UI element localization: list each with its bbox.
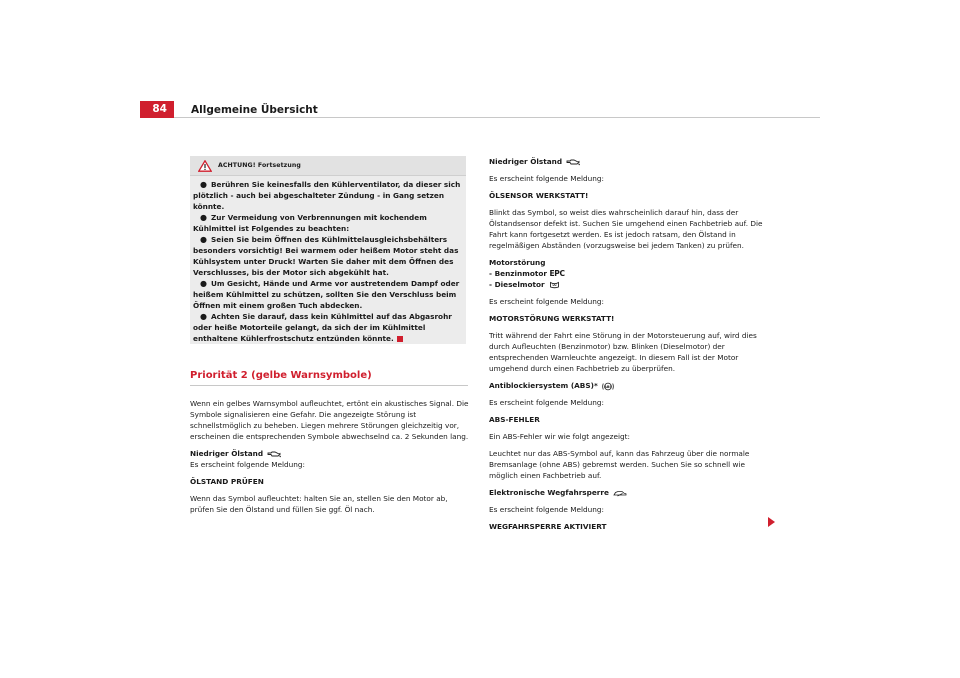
glow-plug-icon [549, 281, 560, 289]
warning-item: ● Berühren Sie keinesfalls den Kühlerventilator, da dieser sich plötzlich - auch bei abgeschalteter Zündung - in Gang setzen könnte. [193, 180, 461, 211]
warning-list [190, 176, 466, 344]
section-heading: Priorität 2 (gelbe Warnsymbole) [190, 369, 468, 386]
warning-item: ● Seien Sie beim Öffnen des Kühlmittelausgleichsbehälters besonders vorsichtig! Bei warmem oder heißem Motor steht das Kühlsystem unter Druck! Warten Sie daher mit dem Öffnen des Verschlusses, bis der Motor sich abgekühlt hat. [193, 235, 459, 277]
body-text: Wenn das Symbol aufleuchtet: halten Sie an, stellen Sie den Motor ab, prüfen Sie den Ölstand und füllen Sie ggf. Öl nach. [190, 494, 448, 514]
page-title: Allgemeine Übersicht [191, 104, 318, 116]
warning-item: ● Um Gesicht, Hände und Arme vor austretendem Dampf oder heißem Kühlmittel zu schützen, sollten Sie den Verschluss beim Öffnen mit einem großen Tuch abdecken. [193, 279, 460, 310]
warning-title: ACHTUNG! Fortsetzung [218, 162, 301, 169]
oil-sensor-heading: Niedriger Ölstand [489, 156, 774, 167]
warning-item: ● Achten Sie darauf, dass kein Kühlmittel auf das Abgasrohr oder heiße Motorteile gelangt, da sich der im Kühlmittel enthaltene Kühlerfrostschutz entzünden könnte. [193, 312, 452, 343]
end-of-section-mark [397, 336, 403, 342]
car-key-icon [613, 490, 627, 497]
intro-text: Wenn ein gelbes Warnsymbol aufleuchtet, ertönt ein akustisches Signal. Die Symbole signalisieren eine Gefahr. Die angezeigte Störung ist schnellstmöglich zu beheben. Liegen mehrere Störungen gleichzeitig vor, erscheinen die entsprechenden Symbole abwechselnd ca. 2 Sekunden lang. [190, 399, 469, 441]
abs-heading: Antiblockiersystem (ABS)* ABS [489, 380, 774, 391]
body-text: Leuchtet nur das ABS-Symbol auf, kann das Fahrzeug über die normale Bremsanlage (ohne ABS) gebremst werden. Suchen Sie so schnell wie möglich einen Fachbetrieb auf. [489, 449, 750, 480]
svg-text:ABS: ABS [604, 384, 612, 389]
message-text: WEGFAHRSPERRE AKTIVIERT [489, 522, 607, 531]
message-intro: Es erscheint folgende Meldung: [489, 398, 605, 407]
petrol-engine-label: - Benzinmotor EPC [489, 269, 565, 278]
oil-level-heading: Niedriger Ölstand [190, 448, 470, 459]
diesel-engine-label: - Dieselmotor [489, 279, 774, 290]
continue-arrow-icon [768, 517, 775, 527]
message-intro: Es erscheint folgende Meldung: [489, 505, 605, 514]
message-text: ÖLSTAND PRÜFEN [190, 477, 264, 486]
engine-fault-heading: Motorstörung [489, 258, 546, 267]
message-text: ABS-FEHLER [489, 415, 540, 424]
body-text: Ein ABS-Fehler wir wie folgt angezeigt: [489, 432, 630, 441]
warning-item: ● Zur Vermeidung von Verbrennungen mit kochendem Kühlmittel ist Folgendes zu beachten: [193, 213, 427, 233]
message-intro: Es erscheint folgende Meldung: [190, 460, 306, 469]
warning-box [190, 156, 466, 344]
message-intro: Es erscheint folgende Meldung: [489, 174, 605, 183]
warning-header [190, 156, 466, 176]
page-number: 84 [140, 101, 174, 118]
message-text: ÖLSENSOR WERKSTATT! [489, 191, 589, 200]
body-text: Tritt während der Fahrt eine Störung in der Motorsteuerung auf, wird dies durch Aufleuchten (Benzinmotor) bzw. Blinken (Dieselmotor) der entsprechenden Warnleuchte angezeigt. In diesem Fall ist der Motor umgehend durch einen Fachbetrieb zu überprüfen. [489, 331, 757, 373]
message-text: MOTORSTÖRUNG WERKSTATT! [489, 314, 615, 323]
immobilizer-heading: Elektronische Wegfahrsperre [489, 487, 774, 498]
oil-can-icon [267, 450, 281, 458]
message-intro: Es erscheint folgende Meldung: [489, 297, 605, 306]
right-column [489, 156, 774, 538]
oil-can-icon [566, 158, 580, 166]
warning-triangle-icon [198, 160, 212, 172]
abs-icon [602, 382, 614, 391]
left-column [190, 398, 470, 521]
body-text: Blinkt das Symbol, so weist dies wahrscheinlich darauf hin, dass der Ölstandsensor defekt ist. Suchen Sie umgehend einen Fachbetrieb auf. Die Fahrt kann fortgesetzt werden. Es ist jedoch ratsam, den Ölstand in regelmäßigen Abständen (vorzugsweise bei jedem Tanken) zu prüfen. [489, 208, 763, 250]
epc-icon: EPC [549, 269, 565, 278]
